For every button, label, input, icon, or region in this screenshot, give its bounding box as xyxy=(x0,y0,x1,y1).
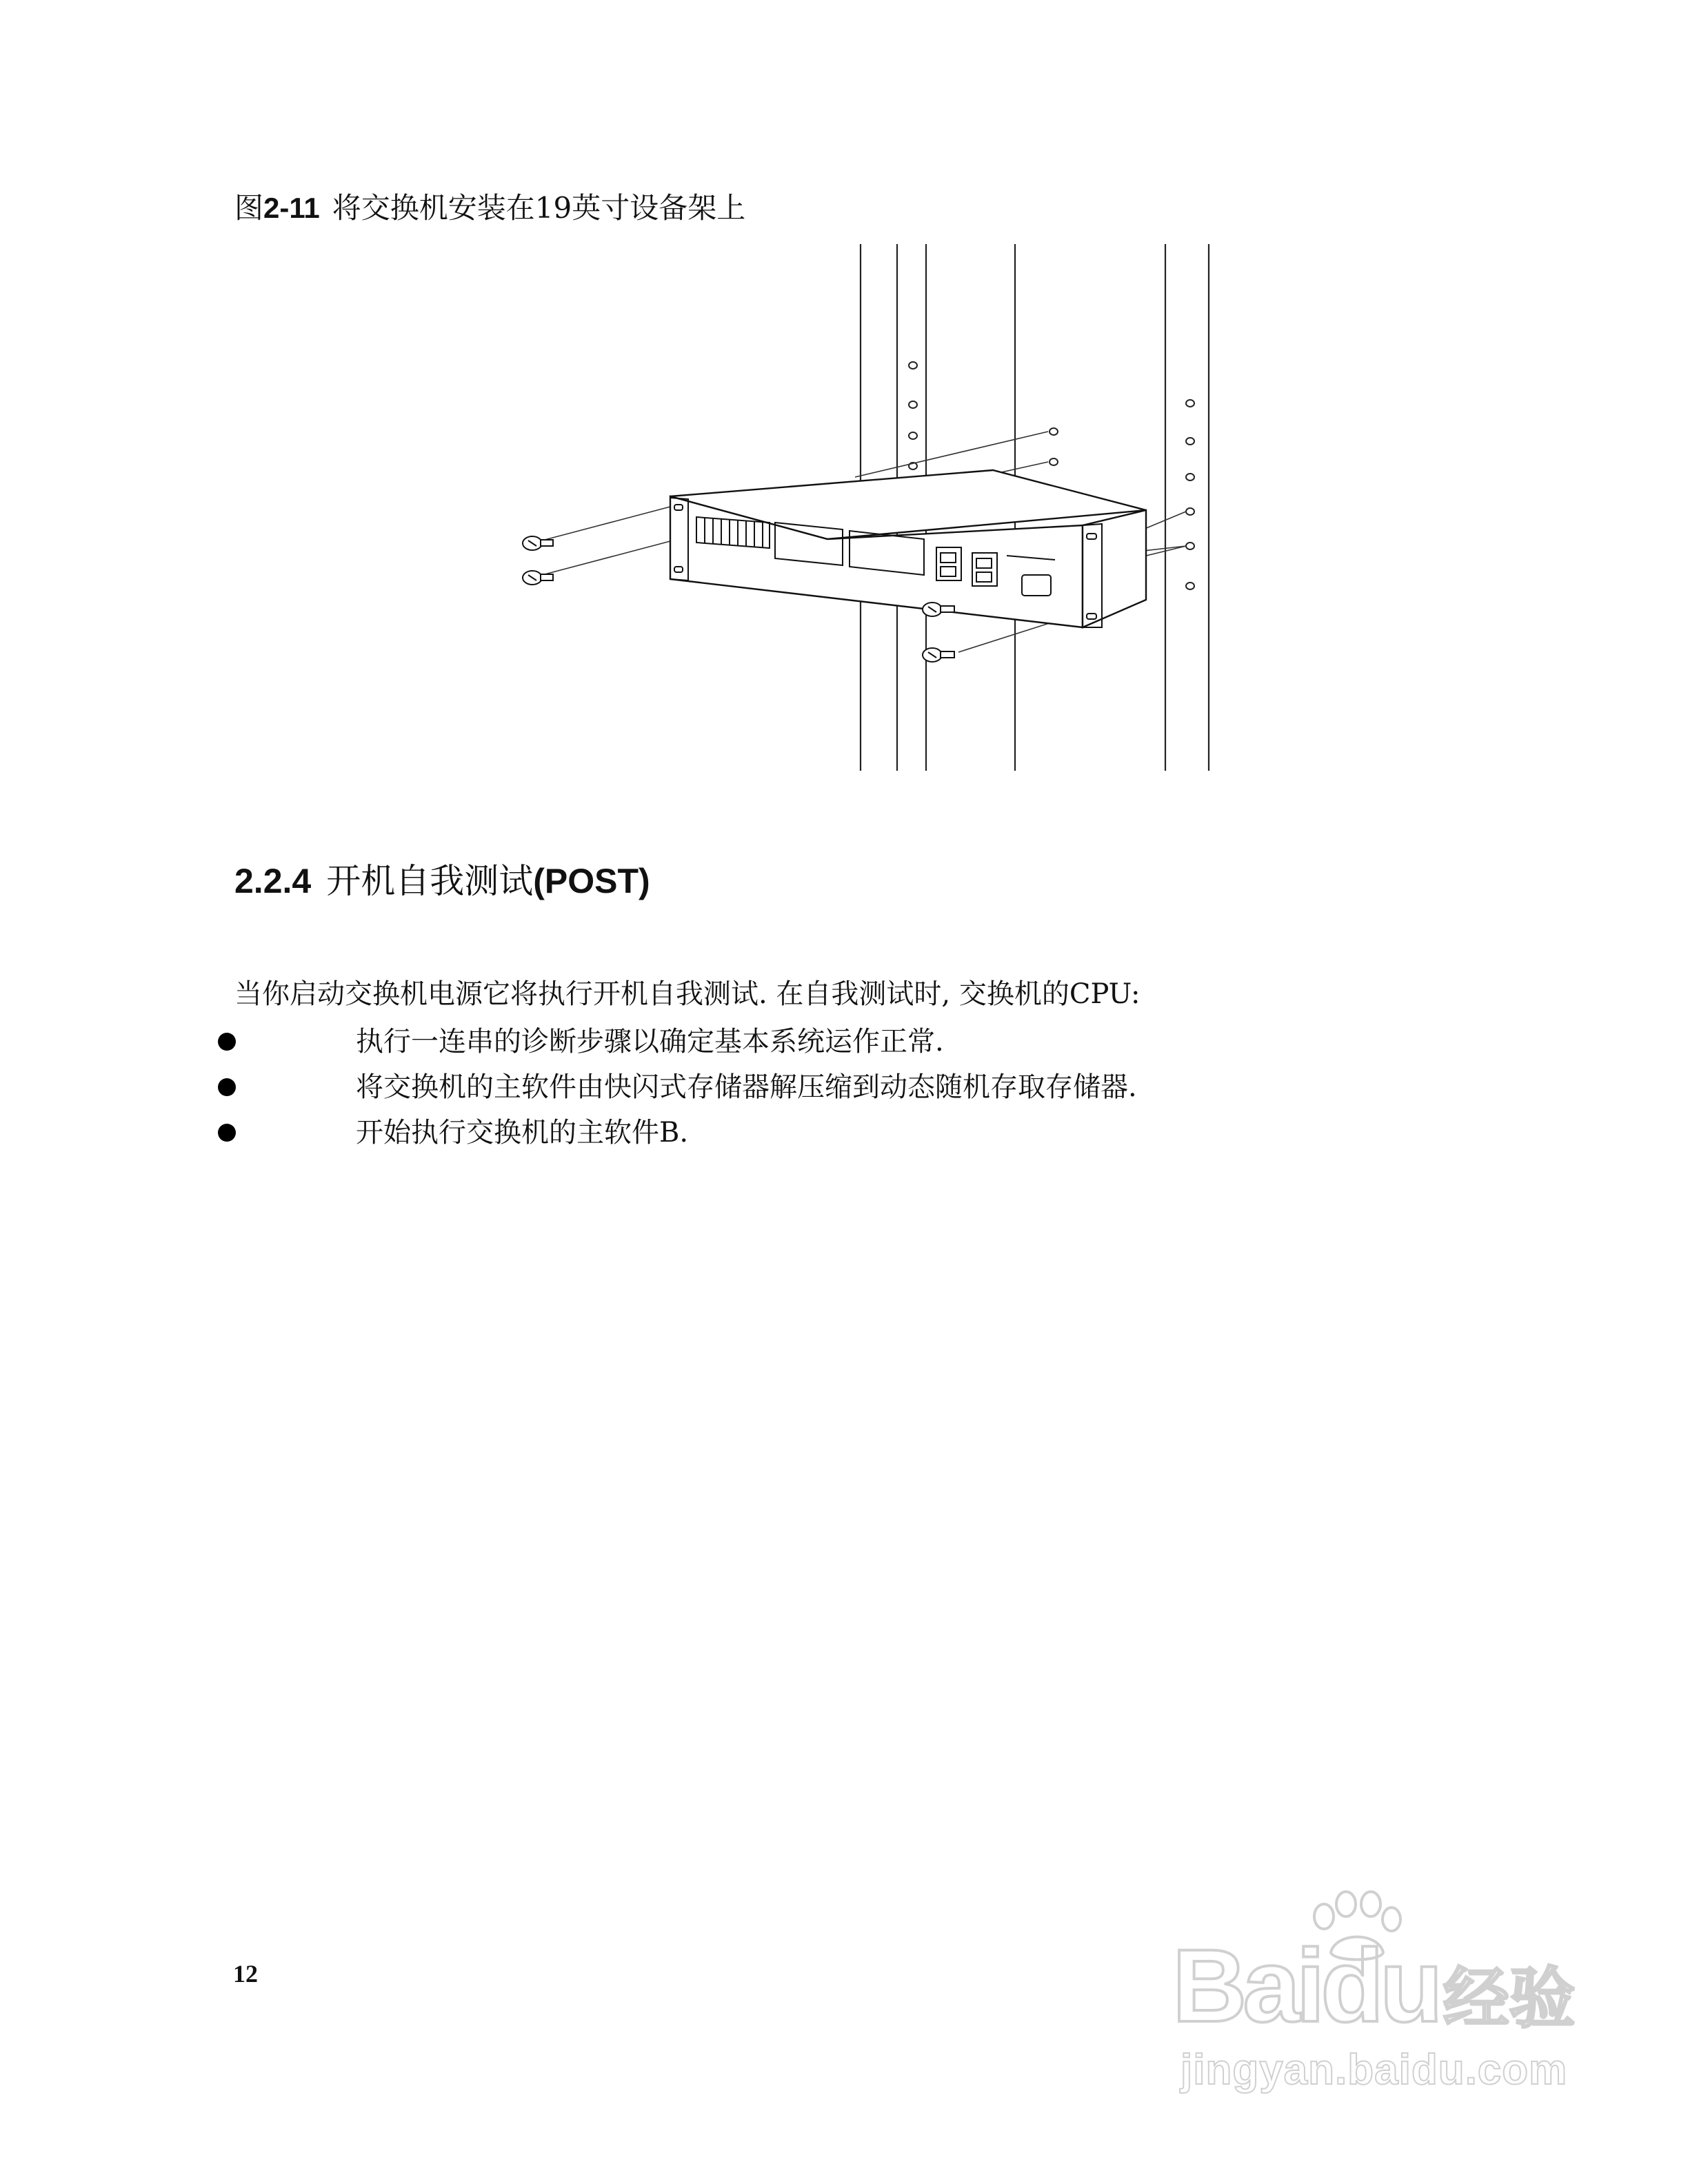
page-number: 12 xyxy=(233,1960,258,1988)
figure-caption-number: 2-11 xyxy=(263,192,320,224)
list-item-text: 将交换机的主软件由快闪式存储器解压缩到动态随机存取存储器. xyxy=(356,1071,1137,1103)
watermark-logo-text xyxy=(1172,1930,1576,2041)
figure-caption xyxy=(234,188,745,229)
section-title-chinese: 开机自我测试 xyxy=(326,861,534,901)
watermark-brand: Baidu xyxy=(1172,1928,1439,2043)
rack-mount-illustration xyxy=(483,241,1255,786)
section-title-english: (POST) xyxy=(533,862,650,900)
list-item xyxy=(218,1019,1459,1064)
watermark-url: jingyan.baidu.com xyxy=(1180,2046,1568,2094)
section-heading xyxy=(234,857,650,905)
list-item xyxy=(218,1064,1459,1110)
figure-caption-prefix: 图 xyxy=(234,191,264,225)
section-number: 2.2.4 xyxy=(234,862,312,900)
bullet-dot-icon xyxy=(218,1033,236,1051)
list-item-text: 开始执行交换机的主软件B. xyxy=(356,1117,689,1149)
list-item xyxy=(218,1110,1459,1155)
figure-caption-text: 将交换机安装在19英寸设备架上 xyxy=(332,191,746,225)
intro-paragraph: 当你启动交换机电源它将执行开机自我测试. 在自我测试时, 交换机的CPU: xyxy=(234,978,1141,1010)
baidu-jingyan-watermark xyxy=(1172,1889,1600,2096)
rack-mount-drawing xyxy=(483,241,1255,786)
list-item-text: 执行一连串的诊断步骤以确定基本系统运作正常. xyxy=(356,1026,944,1058)
post-steps-list xyxy=(218,1019,1459,1155)
watermark-suffix: 经验 xyxy=(1443,1960,1576,2037)
switch-chassis xyxy=(670,470,1146,627)
screw-lower-bottom xyxy=(923,648,954,662)
rack-holes-left xyxy=(909,362,1058,469)
bullet-dot-icon xyxy=(218,1124,236,1142)
bullet-dot-icon xyxy=(218,1078,236,1096)
rack-holes-right xyxy=(1186,400,1194,589)
